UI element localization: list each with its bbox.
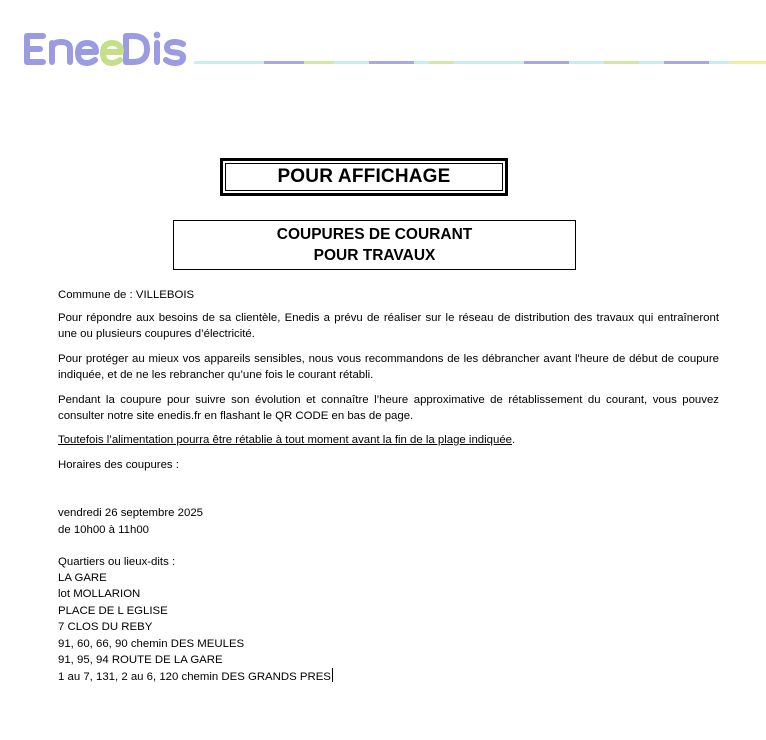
quartier-item: 1 au 7, 131, 2 au 6, 120 chemin DES GRANDS PRES	[58, 671, 331, 684]
affichage-title: POUR AFFICHAGE	[225, 163, 503, 191]
coupure-horaire: de 10h00 à 11h00	[58, 524, 150, 536]
coupures-title-line1: COUPURES DE COURANT	[276, 226, 473, 243]
paragraph-suivi: Pendant la coupure pour suivre son évolution et connaître l’heure approximative de rétablissement du courant, vous pouvez consulter notre site enedis.fr en flashant le QR CODE en bas de page.	[58, 394, 719, 423]
paragraph-intro: Pour répondre aux besoins de sa clientèle, Enedis a prévu de réaliser sur le réseau de distribution des travaux qui entraîneront une ou plusieurs coupures d’électricité.	[58, 312, 719, 341]
enedis-logo	[21, 29, 189, 69]
paragraph-protection: Pour protéger au mieux vos appareils sensibles, nous vous recommandons de les débrancher avant l'heure de début de coupure indiquée, et de ne les rebrancher qu’une fois le courant rétabli.	[58, 353, 719, 382]
commune-line: Commune de : VILLEBOIS	[58, 289, 195, 301]
coupures-title-line2: POUR TRAVAUX	[313, 247, 436, 264]
header-decorative-line	[194, 61, 766, 64]
quartier-item: LA GARE	[58, 572, 107, 584]
quartier-item-last[interactable]	[58, 668, 719, 685]
text-cursor	[332, 668, 333, 682]
notice-retablissement	[58, 432, 719, 448]
quartier-item: PLACE DE L EGLISE	[58, 604, 168, 617]
notice-retablissement-end: .	[512, 434, 516, 446]
affichage-title-box	[220, 158, 508, 196]
horaires-label: Horaires des coupures :	[58, 459, 179, 471]
coupures-title-box	[173, 220, 576, 270]
quartier-item: 91, 95, 94 ROUTE DE LA GARE	[58, 654, 223, 667]
quartier-item: 7 CLOS DU REBY	[58, 621, 153, 634]
quartiers-label: Quartiers ou lieux-dits :	[58, 556, 176, 568]
quartier-item: 91, 60, 66, 90 chemin DES MEULES	[58, 637, 245, 650]
coupure-date: vendredi 26 septembre 2025	[58, 507, 204, 519]
notice-retablissement-text: Toutefois l’alimentation pourra être rétablie à tout moment avant la fin de la plage indiquée	[58, 434, 513, 446]
quartiers-list	[58, 570, 719, 686]
quartier-item: lot MOLLARION	[58, 588, 141, 601]
